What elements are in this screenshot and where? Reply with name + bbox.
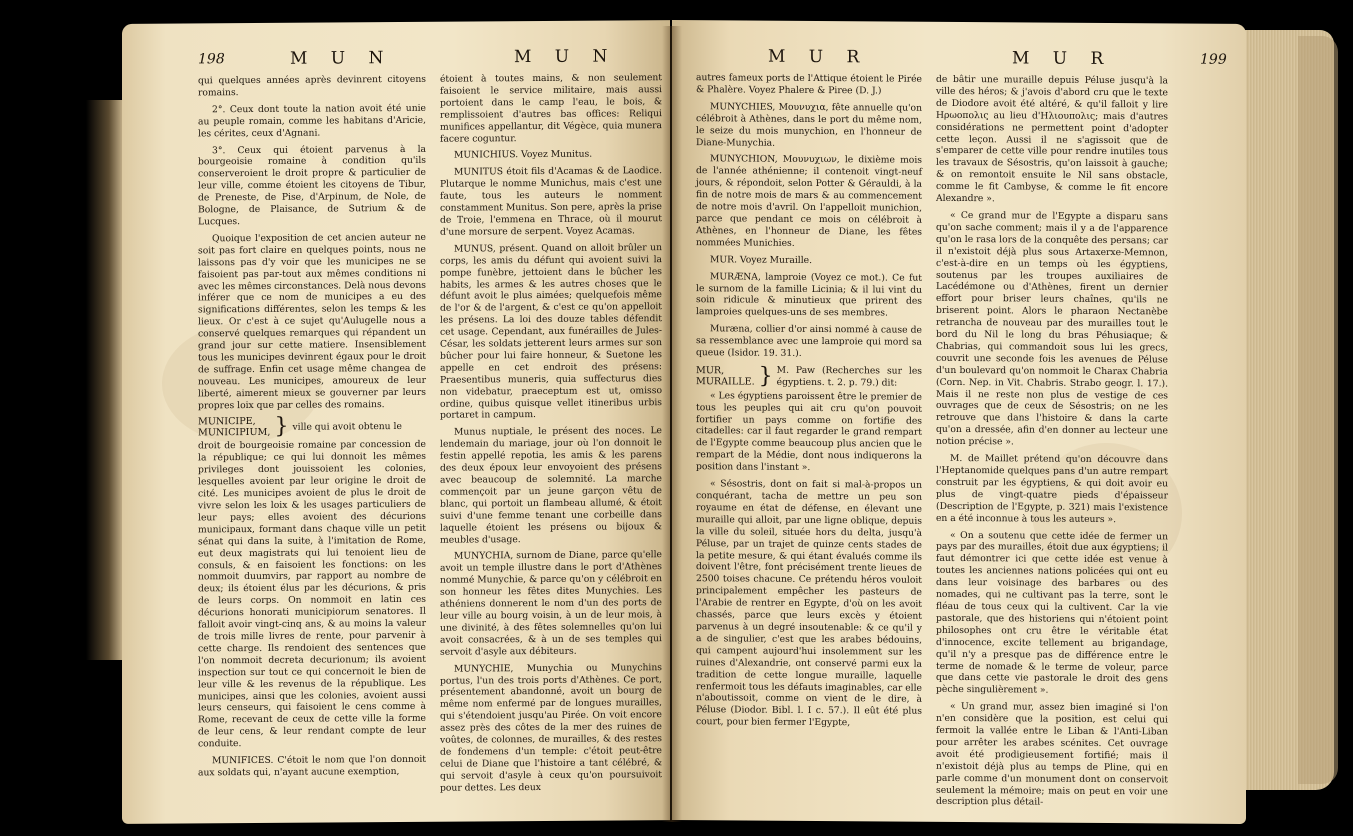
paragraph: MUNYCHION, Μουνυχιων, le dixième mois de l'année athénienne; il contenoit vingt-neuf jours, & répondoit, selon Potter & Gérauldi, à la fin de notre mois de mars & au commencement de notre mois d'avril. On l'appelloit munichion, parce que pendant ce mois on célébroit à Athènes, en l'honneur de Diane, les fêtes nommées Munichies. bbox=[696, 153, 922, 249]
paragraph: étoient à toutes mains, & non seulement faisoient le service militaire, mais aussi portoient dans le camp l'eau, le bois, & remplissoient d'autres bas offices: Reliqui munifices appellantur, dit Végèce, quia munera facere coguntur. bbox=[440, 72, 662, 145]
left-page-number: 198 bbox=[198, 51, 225, 68]
paragraph: MUNIFICES. C'étoit le nom que l'on donnoit aux soldats qui, n'ayant aucune exemption, bbox=[198, 753, 426, 779]
right-page-number: 199 bbox=[1200, 51, 1227, 68]
book-gutter bbox=[662, 26, 682, 822]
left-running-head-b: M U N bbox=[514, 46, 617, 68]
left-running-head-a: M U N bbox=[290, 48, 393, 69]
entry-heading-municipe bbox=[198, 415, 426, 439]
paragraph: Munus nuptiale, le présent des noces. Le lendemain du mariage, jour où l'on donnoit le festin appellé repotia, les amis & les parens des deux époux leur envoyoient des présens avec beaucoup de solemnité. La marche commençoit par un jeune garçon vêtu de blanc, qui portoit un flambeau allumé, & étoit suivi d'une femme tenant une corbeille dans laquelle étoient les présens ou bijoux & meubles d'usage. bbox=[440, 425, 662, 546]
paragraph: Quoique l'exposition de cet ancien auteur ne soit pas fort claire en quelques points, nous ne laissons pas d'y voir que les municipes ne se faisoient pas par-tout aux mêmes conditions ni avec les mêmes circonstances. Delà nous devons inférer que ce nom de municipes a eu des significations différentes, selon les temps & les lieux. Or c'est à ce sujet qu'Aulugelle nous a conservé quelques remarques qui répandent un grand jour sur cette matiere. Insensiblement tous les municipes devinrent égaux pour le droit de suffrage. Enfin cet usage même changea de nouveau. Les municipes, amoureux de leur liberté, aimerent mieux se gouverner par leurs propres loix que par celles des romains. bbox=[198, 231, 426, 411]
paragraph: MURÆNA, lamproie (Voyez ce mot.). Ce fut le surnom de la famille Licinia; & il lui vint du soin ridicule & minutieux que prirent des lamproies quelques-uns de ses membres. bbox=[696, 270, 922, 319]
entry-term: MUR, bbox=[696, 365, 725, 377]
right-page bbox=[672, 20, 1246, 824]
left-page-column-2 bbox=[440, 72, 662, 799]
right-page-column-1 bbox=[696, 72, 922, 735]
paragraph: M. de Maillet prétend qu'on découvre dans l'Heptanomide quelques pans d'un autre rempart construit par les égyptiens, & qui doit avoir eu plus de vingt-quatre pieds d'épaisseur (Description de l'Egypte, p. 321) mais l'existence en a été inconnue à tous les auteurs ». bbox=[936, 453, 1168, 525]
paragraph: « Les égyptiens paroissent être le premier de tous les peuples qui ait cru qu'on pouvoit fortifier un pays comme on fortifie des citadelles: car il faut regarder le grand rempart de l'Egypte comme beaucoup plus ancien que le rempart de la Médie, dont nous indiquerons la position dans l'instant ». bbox=[696, 390, 922, 474]
paragraph: 3°. Ceux qui étoient parvenus à la bourgeoisie romaine à condition qu'ils conserveroient le droit propre & particulier de leur ville, comme étoient les citoyens de Tibur, de Preneste, de Pise, d'Arpinum, de Nole, de Bologne, de Plaisance, de Sutrium & de Lucques. bbox=[198, 143, 426, 228]
left-page bbox=[122, 20, 670, 824]
brace-glyph: } bbox=[274, 414, 289, 440]
paragraph: MUNICHIUS. Voyez Munitus. bbox=[454, 149, 593, 162]
right-running-head-b: M U R bbox=[1012, 48, 1113, 70]
paragraph: MUNITUS étoit fils d'Acamas & de Laodice. Plutarque le nomme Munichus, mais c'est une faute, tous les auteurs le nomment constamment Munitus. Son pere, après la prise de Troie, l'emmena en Thrace, où il mourut d'une morsure de serpent. Voyez Acamas. bbox=[440, 165, 662, 238]
left-page-column-1 bbox=[198, 74, 426, 784]
paragraph: « Ce grand mur de l'Egypte a disparu sans qu'on sache comment; mais il y a de l'apparence qu'on le rasa lors de la conquête des persans; car il n'existoit déjà plus sous Artaxerxe-Memnon, c'est-à-dire en un temps où les égyptiens, soutenus par les troupes auxiliaires de Lacédémone ou d'Athènes, firent un dernier effort pour briser leurs chaînes, qu'ils ne briserent point. Alors le pharaon Nectanèbe retrancha de nouveau par des murailles tout le bord du Nil le long du bras Péhusiaque; & Chabrias, qui commandoit sous lui les grecs, couvrit une seconde fois les avenues de Péluse d'un boulevard qu'on nommoit le Charax Chabria (Corn. Nep. in Vit. Chabris. Strabo geogr. l. 17.). Mais il ne reste non plus de vestige de ces ouvrages que de ceux de Sésostris; on ne les retrouve que dans l'histoire & dans la carte qu'on a dressée, afin d'en donner au lecteur une notion précise ». bbox=[936, 209, 1168, 448]
right-page-column-2 bbox=[936, 74, 1168, 815]
paragraph: autres fameux ports de l'Attique étoient le Pirée & Phalère. Voyez Phalere & Piree (D. J.) bbox=[696, 72, 922, 97]
paragraph: 2°. Ceux dont toute la nation avoit été unie au peuple romain, comme les habitans d'Aricie, les cérites, ceux d'Agnani. bbox=[198, 102, 426, 140]
paragraph: « Un grand mur, assez bien imaginé si l'on n'en considère que la position, est celui qui fermoit la vallée entre le Liban & l'Anti-Liban pour arrêter les arabes scénites. Cet ouvrage avoit été prodigieusement fortifié; mais il n'existoit déjà plus au temps de Pline, qui en parle comme d'un monument dont on conservoit seulement la mémoire; mais on peut en voir une description plus détail- bbox=[936, 701, 1168, 809]
entry-term: MUNICIPIUM, bbox=[198, 427, 271, 439]
right-running-head-a: M U R bbox=[768, 46, 869, 68]
paragraph: Muræna, collier d'or ainsi nommé à cause de sa ressemblance avec une lamproie qui mord sa queue (Isidor. 19. 31.). bbox=[696, 323, 922, 359]
paragraph: MUNYCHIES, Μουνυχια, fête annuelle qu'on célébroit à Athènes, dans le port du même nom, le seize du mois munychion, en l'honneur de Diane-Munychia. bbox=[696, 101, 922, 149]
paragraph: MUNYCHIA, surnom de Diane, parce qu'elle avoit un temple illustre dans le port d'Athènes nommé Munychie, & parce qu'on y célébroit en son honneur les fêtes dites Munychies. Les athéniens donnerent le nom d'un des ports de leur ville au bourg voisin, à un de leur mois, à une divinité, à des fêtes solemnelles qu'on lui avoit consacrées, & à un de ses temples qui servoit d'asyle aux débiteurs. bbox=[440, 549, 662, 658]
paragraph: MUNYCHIE, Munychia ou Munychins portus, l'un des trois ports d'Athènes. Ce port, présentement abandonné, avoit un bourg de même nom enfermé par de longues murailles, qui s'étendoient jusqu'au Pirée. On voit encore assez près des côtes de la mer des ruines de voûtes, de colonnes, de murailles, & des restes de fondemens d'un temple: c'étoit peut-être celui de Diane que l'histoire a tant célébré, & qui servoit d'asyle à ceux qu'on poursuivoit pour dettes. Les deux bbox=[440, 661, 662, 794]
entry-definition-start: ville qui avoit obtenu le bbox=[292, 420, 402, 433]
brace-glyph: } bbox=[758, 363, 773, 389]
book-spine-shadow bbox=[86, 100, 124, 660]
paragraph: « On a soutenu que cette idée de fermer un pays par des murailles, étoit due aux égyptiens; il faut démontrer ici que cette idée est venue à toutes les anciennes nations policées qui ont eu dans leur voisinage des barbares ou des nomades, qui ne cultivant pas la terre, sont le fléau de tous ceux qui la cultivent. Car la vie pastorale, que des historiens qui n'étoient point philosophes ont cru être le véritable état d'innocence, excite tellement au brigandage, qu'il n'y a presque pas de différence entre le terme de nomade & le terme de voleur, parce que dans cette vie pastorale le droit des gens pèche singulièrement ». bbox=[936, 529, 1168, 696]
entry-term: MURAILLE. bbox=[696, 376, 755, 388]
paragraph: « Sésostris, dont on fait si mal-à-propos un conquérant, tacha de mettre un peu son royaume en état de défense, en élevant une muraille qui alloit, par une ligne oblique, depuis la ville du soleil, située hors du delta, jusqu'à Péluse, par un trajet de quinze cents stades de la petite mesure, & qui étant évalués comme ils doivent l'être, font précisément trente lieues de 2500 toises chacune. Ce prétendu héros vouloit principalement empêcher les pasteurs de l'Arabie de rentrer en Egypte, d'où on les avoit chassés, parce que leurs excès y étoient parvenus à un degré insoutenable: & ce qu'il y a de singulier, c'est que les arabes bédouins, qui campent aujourd'hui insolemment sur les ruines d'Alexandrie, ont conservé parmi eux la tradition de cette longue muraille, laquelle renfermoit tous les défauts imaginables, car elle n'aboutissoit, comme on vient de le dire, à Péluse (Diodor. Bibl. l. I c. 57.). Il eût été plus court, pour bien fermer l'Egypte, bbox=[696, 478, 922, 729]
entry-heading-muraille bbox=[696, 364, 922, 389]
paragraph: droit de bourgeoisie romaine par concession de la république; ce qui lui donnoit les mêmes privileges dont jouissoient les colonies, lesquelles avoient par leur origine le droit de cité. Les municipes avoient de plus le droit de vivre selon les loix & les usages particuliers de leur pays; elles avoient des décurions municipaux, formant dans chaque ville un petit sénat qui dans la suite, à l'imitation de Rome, eut deux magistrats qui lui tenoient lieu de consuls, & en faisoient les fonctions: on les nommoit duumvirs, par rapport au nombre de deux; ils étoient élus par les décurions, & pris de leurs corps. On nommoit en latin ces décurions honorati municipiorum senatores. Il falloit avoir vingt-cinq ans, & au moins la valeur de trois mille livres de rente, pour parvenir à cette charge. Ils rendoient des sentences que l'on nommoit decreta decurionum; ils avoient inspection sur tout ce qui concernoit le bien de leur ville & les revenus de la république. Les municipes, ainsi que les colonies, avoient aussi leurs censeurs, qui faisoient le cens comme à Rome, recevant de ceux de cette ville la forme de leur cens, & leur rendant compte de leur conduite. bbox=[198, 439, 426, 750]
entry-term: MUNICIPE, bbox=[198, 416, 256, 428]
paragraph: de bâtir une muraille depuis Péluse jusqu'à la ville des héros; & j'avois d'abord cru que le texte de Diodore avoit été altéré, & qu'il falloit y lire Ηρωοπολις au lieu d'Ηλιουπολις; mais d'autres considérations ne permettent point d'adopter cette leçon. Aussi il ne s'agissoit que de s'emparer de cette ville pour rendre inutiles tous les travaux de Sésostris, qu'on laissoit à gauche; & on remontoit ensuite le Nil sans obstacle, comme le fit Cambyse, & comme le fit encore Alexandre ». bbox=[936, 73, 1168, 205]
paragraph: qui quelques années après devinrent citoyens romains. bbox=[198, 73, 426, 99]
paragraph: MUNUS, présent. Quand on alloit brûler un corps, les amis du défunt qui avoient suivi la pompe funèbre, jettoient dans le bûcher les habits, les armes & les autres choses que le défunt avoit le plus aimées; quelquefois même de l'or & de l'argent, & c'est ce qu'on appelloit les présens. La loi des douze tables défendit cet usage. Cependant, aux funérailles de Jules-César, les soldats jetterent leurs armes sur son bûcher pour lui faire honneur, & Suetone les appelle en cet endroit des présens: Praesentibus muneris, quia suffecturus dies non videbatur, praeceptum est ut, omisso ordine, quibus quisque vellet itineribus urbis portaret in campum. bbox=[440, 241, 662, 422]
entry-definition-start: M. Paw (Recherches sur les égyptiens. t. 2. p. 79.) dit: bbox=[776, 364, 922, 389]
paragraph: MUR. Voyez Muraille. bbox=[710, 253, 812, 266]
book-cover-edge bbox=[1298, 36, 1338, 784]
